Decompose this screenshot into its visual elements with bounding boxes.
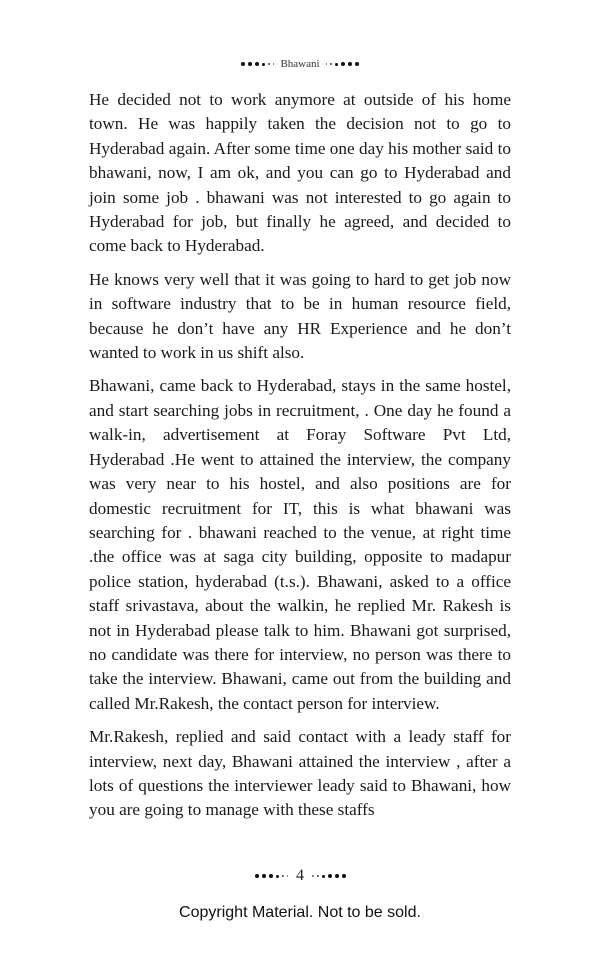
paragraph: Mr.Rakesh, replied and said contact with a leady staff for interview, next day, Bhawani attained the interview , after a lots of questions the interviewer leady said to Bhawani, how you are going to manage with these staffs <box>89 727 511 820</box>
ornament-dots-right <box>326 62 360 66</box>
running-head <box>0 58 600 70</box>
body-text <box>89 88 511 832</box>
ornament-dots-left <box>255 874 289 878</box>
copyright-notice: Copyright Material. Not to be sold. <box>179 904 421 921</box>
paragraph: Bhawani, came back to Hyderabad, stays in the same hostel, and start searching jobs in recruitment, . One day he found a walk-in, advertisement at Foray Software Pvt Ltd, Hyderabad .He went to attained the interview, the company was very near to his hostel, and also positions are for domestic recruitment for IT, this is what bhawani was searching for . bhawani reached to the venue, at right time .the office was at saga city building, opposite to madapur police station, hyderabad (t.s.). Bhawani, asked to a office staff srivastava, about the walkin, he replied Mr. Rakesh is not in Hyderabad please talk to him. Bhawani got surprised, no candidate was there for interview, no person was there to take the interview. Bhawani, came out from the building and called Mr.Rakesh, the contact person for interview. <box>89 376 511 713</box>
paragraph: He decided not to work anymore at outside of his home town. He was happily taken the decision not to go to Hyderabad again. After some time one day his mother said to bhawani, now, I am ok, and you can go to Hyderabad and join some job . bhawani was not interested to go again to Hyderabad for job, but finally he agreed, and decided to come back to Hyderabad. <box>89 90 511 256</box>
ornament-dots-left <box>241 62 275 66</box>
page-number: 4 <box>296 867 304 884</box>
page-number-footer <box>0 867 600 885</box>
paragraph: He knows very well that it was going to hard to get job now in software industry that to be in human resource field, because he don’t have any HR Experience and he don’t wanted to work in us shift also. <box>89 269 511 363</box>
running-title: Bhawani <box>280 58 320 70</box>
ornament-dots-right <box>312 874 346 878</box>
